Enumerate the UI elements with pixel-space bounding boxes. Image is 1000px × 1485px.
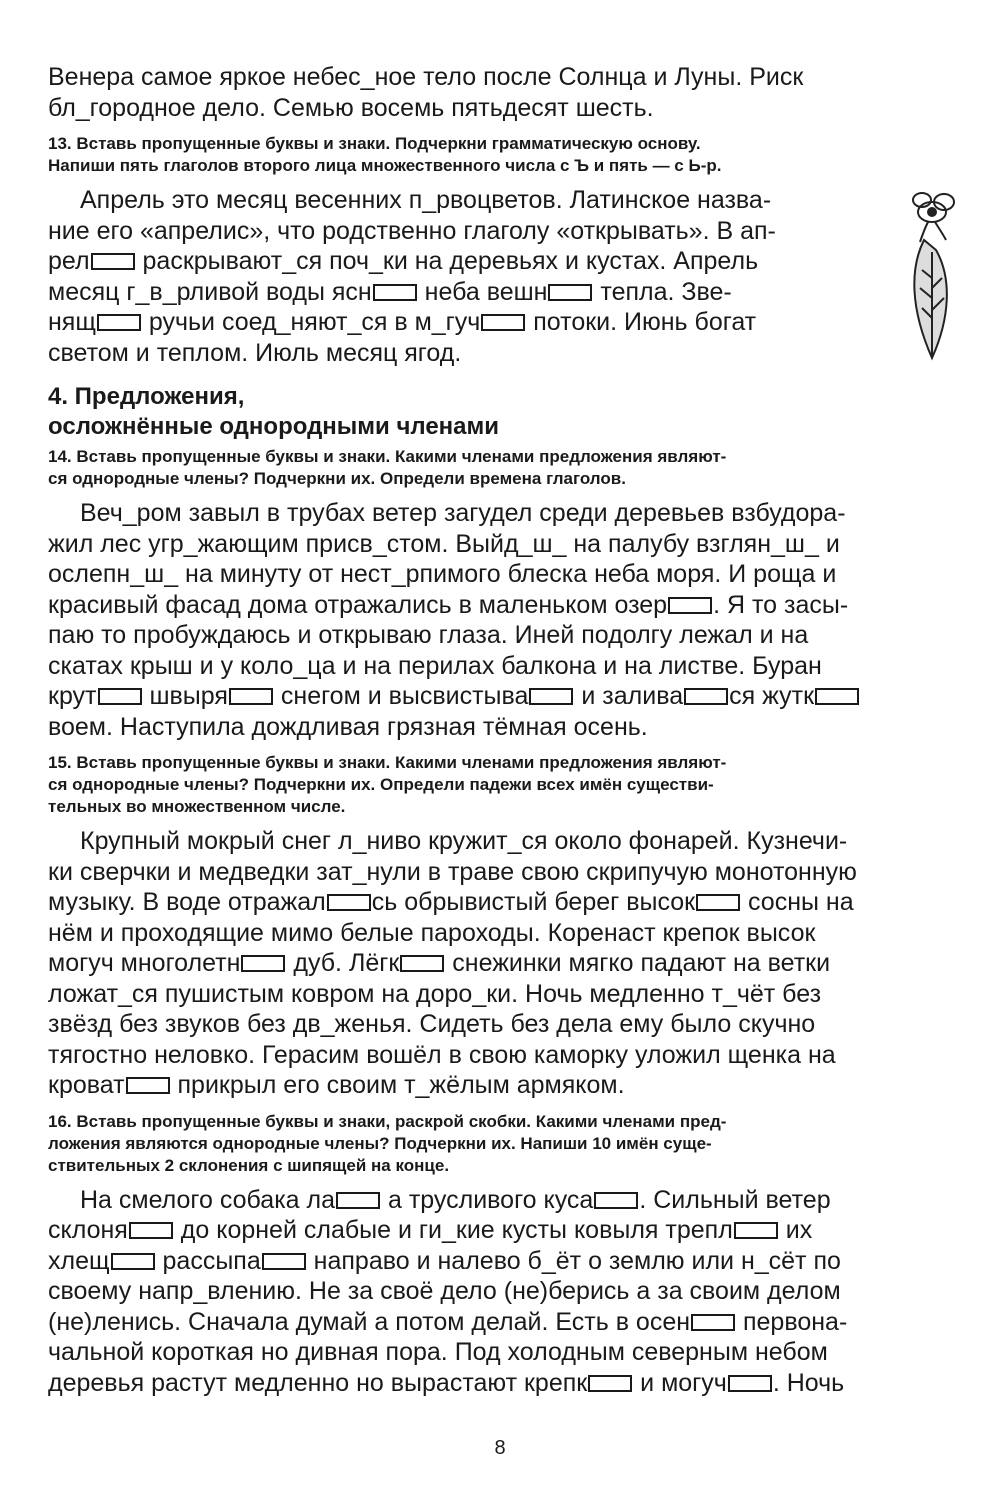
task-16-heading: ствительных 2 склонения с шипящей на конце.: [48, 1155, 450, 1175]
textbook-page: [48, 62, 960, 1398]
task-14-text: [48, 498, 960, 742]
section-title: 4. Предложения,: [48, 383, 245, 410]
text-line: ние его «апрелис», что родственно глаголу «открывать». В ап-: [48, 216, 776, 245]
answer-box[interactable]: [815, 688, 859, 705]
text-line: На смелого собака ла а трусливого куса . Сильный ветер: [80, 1185, 831, 1214]
answer-box[interactable]: [327, 894, 371, 911]
text-line: чальной короткая но дивная пора. Под холодным северным небом: [48, 1338, 828, 1366]
text-line: (не)ленись. Сначала думай а потом делай. Есть в осен первона-: [48, 1307, 848, 1336]
answer-box[interactable]: [728, 1375, 772, 1392]
answer-box[interactable]: [262, 1253, 306, 1270]
text-line: деревья растут медленно но вырастают крепк и могуч . Ночь: [48, 1368, 845, 1397]
text-line: кроват прикрыл его своим т_жёлым армяком.: [48, 1071, 625, 1099]
page-number: 8: [494, 1437, 506, 1459]
text-line: Апрель это месяц весенних п_рвоцветов. Латинское назва-: [80, 186, 772, 214]
answer-box[interactable]: [129, 1222, 173, 1239]
text-line: Крупный мокрый снег л_ниво кружит_ся около фонарей. Кузнечи-: [80, 827, 848, 855]
task-13: [48, 133, 960, 368]
task-16: [48, 1111, 960, 1399]
text-line: звёзд без звуков без дв_женья. Сидеть без дела ему было скучно: [48, 1010, 816, 1038]
answer-box[interactable]: [529, 688, 573, 705]
answer-box[interactable]: [594, 1192, 638, 1209]
task-13-heading: 13. Вставь пропущенные буквы и знаки. Подчеркни грамматическую основу.: [48, 134, 701, 153]
text-line: красивый фасад дома отражались в маленьком озер . Я то засы-: [48, 590, 849, 619]
answer-box[interactable]: [229, 688, 273, 705]
text-line: тягостно неловко. Герасим вошёл в свою каморку уложил щенка на: [48, 1040, 836, 1069]
answer-box[interactable]: [588, 1375, 632, 1392]
task-13-heading: Напиши пять глаголов второго лица множественного числа с Ъ и пять — с Ь-р.: [48, 156, 722, 175]
answer-box[interactable]: [734, 1222, 778, 1239]
text-line: своему напр_влению. Не за своё дело (не)берись а за своим делом: [48, 1277, 841, 1305]
text-line: нящ ручьи соед_няют_ся в м_гуч потоки. Июнь богат: [48, 308, 757, 336]
text-line: ложат_ся пушистым ковром на доро_ки. Ночь медленно т_чёт без: [48, 979, 822, 1008]
task-14-heading: ся однородные члены? Подчеркни их. Определи времена глаголов.: [48, 469, 626, 488]
task-13-text: [48, 185, 960, 368]
task-15-heading: 15. Вставь пропущенные буквы и знаки. Какими членами предложения являют-: [48, 753, 727, 772]
task-15-heading: тельных во множественном числе.: [48, 797, 346, 816]
task-15-heading: ся однородные члены? Подчеркни их. Определи падежи всех имён существи-: [48, 775, 714, 794]
text-line: жил лес угр_жающим присв_стом. Выйд_ш_ на палубу взглян_ш_ и: [48, 529, 840, 558]
text-line: рел раскрывают_ся поч_ки на деревьях и кустах. Апрель: [48, 247, 759, 275]
text-line: скатах крыш и у коло_ца и на перилах балкона и на листве. Буран: [48, 651, 822, 680]
answer-box[interactable]: [691, 1314, 735, 1331]
answer-box[interactable]: [668, 597, 712, 614]
text-line: воем. Наступила дождливая грязная тёмная осень.: [48, 712, 648, 741]
text-line: склоня до корней слабые и ги_кие кусты ковыля трепл их: [48, 1216, 813, 1244]
text-line: ки сверчки и медведки зат_нули в траве свою скрипучую монотонную: [48, 857, 857, 886]
task-15: [48, 752, 960, 1101]
answer-box[interactable]: [91, 253, 135, 270]
section-4: [48, 382, 960, 442]
text-line: светом и теплом. Июль месяц ягод.: [48, 338, 462, 367]
text-line: хлещ рассыпа направо и налево б_ёт о землю или н_сёт по: [48, 1246, 841, 1275]
answer-box[interactable]: [336, 1192, 380, 1209]
text-line: Веч_ром завыл в трубах ветер загудел среди деревьев взбудора-: [80, 499, 846, 527]
answer-box[interactable]: [98, 688, 142, 705]
answer-box[interactable]: [373, 284, 417, 301]
section-title: осложнённые однородными членами: [48, 413, 500, 440]
task-16-heading: 16. Вставь пропущенные буквы и знаки, раскрой скобки. Какими членами пред-: [48, 1111, 727, 1131]
primrose-flower-illustration: [902, 188, 964, 363]
answer-box[interactable]: [696, 894, 740, 911]
text-line: нём и проходящие мимо белые пароходы. Коренаст крепок высок: [48, 918, 816, 947]
answer-box[interactable]: [111, 1253, 155, 1270]
answer-box[interactable]: [400, 955, 444, 972]
answer-box[interactable]: [97, 314, 141, 331]
answer-box[interactable]: [126, 1077, 170, 1094]
text-line: музыку. В воде отражал сь обрывистый берег высок сосны на: [48, 888, 854, 916]
task-14: [48, 446, 960, 742]
task-16-text: [48, 1185, 960, 1399]
answer-box[interactable]: [481, 314, 525, 331]
text-line: паю то пробуждаюсь и открываю глаза. Иней подолгу лежал и на: [48, 621, 809, 649]
text-line: бл_городное дело. Семью восемь пятьдесят шесть.: [48, 93, 654, 122]
task-16-heading: ложения являются однородные члены? Подчеркни их. Напиши 10 имён суще-: [48, 1133, 712, 1153]
text-line: могуч многолетн дуб. Лёгк снежинки мягко падают на ветки: [48, 949, 831, 977]
answer-box[interactable]: [241, 955, 285, 972]
task-14-heading: 14. Вставь пропущенные буквы и знаки. Какими членами предложения являют-: [48, 447, 727, 466]
text-line: ослепн_ш_ на минуту от нест_рпимого блеска неба моря. И роща и: [48, 560, 837, 588]
text-line: Венера самое яркое небес_ное тело после Солнца и Луны. Риск: [48, 63, 804, 91]
text-line: крут швыря снегом и высвистыва и залива ся жутк: [48, 681, 960, 712]
task-15-text: [48, 826, 960, 1101]
answer-box[interactable]: [684, 688, 728, 705]
text-line: месяц г_в_рливой воды ясн неба вешн тепла. Зве-: [48, 277, 732, 306]
answer-box[interactable]: [548, 284, 592, 301]
